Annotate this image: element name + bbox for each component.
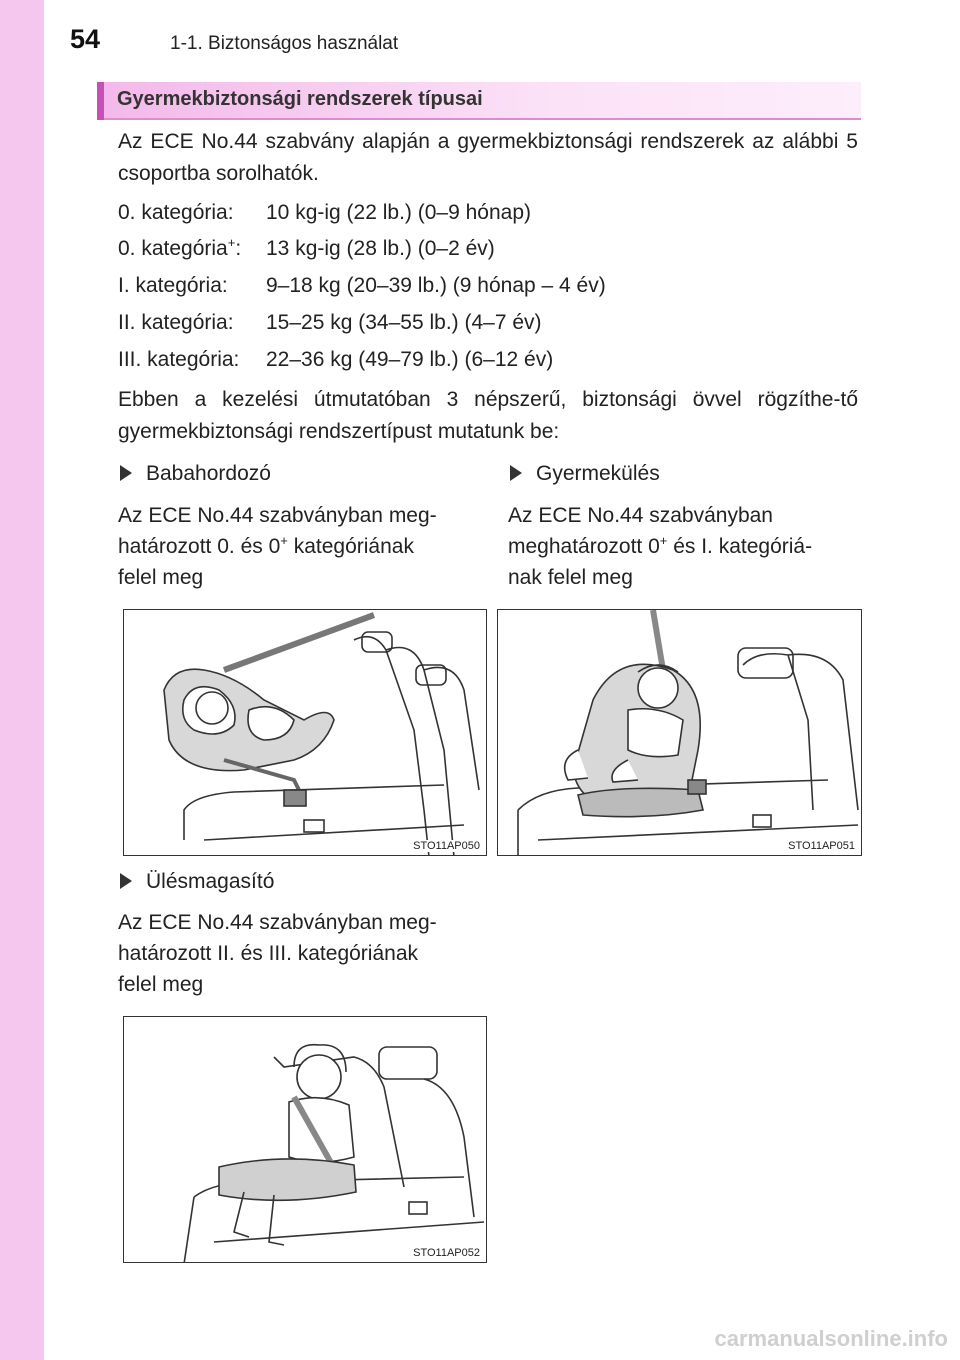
child-seat-illustration (497, 609, 862, 856)
intro-paragraph: Az ECE No.44 szabvány alapján a gyermekbiztonsági rendszerek az alábbi 5 csoportba sorolhatók. (118, 130, 858, 185)
type-description: Az ECE No.44 szabványban meghatározott 0+ és I. kategóriá- nak felel meg (508, 504, 813, 589)
page-number: 54 (70, 24, 101, 54)
triangle-bullet-icon (120, 873, 132, 889)
category-value: 15–25 kg (34–55 lb.) (4–7 év) (266, 311, 542, 334)
category-label: 0. kategória: (118, 201, 234, 224)
category-value: 13 kg-ig (28 lb.) (0–2 év) (266, 237, 495, 260)
category-label: 0. kategória+: (118, 235, 242, 260)
category-label: III. kategória: (118, 348, 240, 371)
section-banner (97, 82, 861, 120)
type-heading-infant-carrier: Babahordozó (120, 462, 271, 486)
outro-paragraph: Ebben a kezelési útmutatóban 3 népszerű, biztonsági övvel rögzíthe-tő gyermekbiztonsági rendszertípust mutatunk be: (118, 388, 858, 443)
figure-code: STO11AP051 (788, 840, 855, 852)
category-value: 22–36 kg (49–79 lb.) (6–12 év) (266, 348, 554, 371)
category-label: II. kategória: (118, 311, 234, 334)
triangle-bullet-icon (510, 465, 522, 481)
banner-accent-bar (97, 82, 104, 120)
chapter-title: 1-1. Biztonságos használat (170, 33, 399, 54)
type-heading-child-seat: Gyermekülés (510, 462, 660, 486)
section-title: Gyermekbiztonsági rendszerek típusai (117, 88, 483, 110)
type-description: Az ECE No.44 szabványban meg- határozott II. és III. kategóriának felel meg (118, 911, 437, 996)
watermark: carmanualsonline.info (714, 1326, 948, 1351)
figure-code: STO11AP052 (413, 1247, 480, 1259)
infant-carrier-illustration (123, 609, 487, 856)
booster-seat-illustration (123, 1016, 487, 1263)
figure-code: STO11AP050 (413, 840, 480, 852)
category-value: 9–18 kg (20–39 lb.) (9 hónap – 4 év) (266, 274, 606, 297)
side-color-strip (0, 0, 44, 1360)
triangle-bullet-icon (120, 465, 132, 481)
category-label: I. kategória: (118, 274, 228, 297)
type-heading-booster-seat: Ülésmagasító (120, 870, 274, 894)
type-description: Az ECE No.44 szabványban meg- határozott 0. és 0+ kategóriának felel meg (118, 504, 437, 589)
category-value: 10 kg-ig (22 lb.) (0–9 hónap) (266, 201, 531, 224)
